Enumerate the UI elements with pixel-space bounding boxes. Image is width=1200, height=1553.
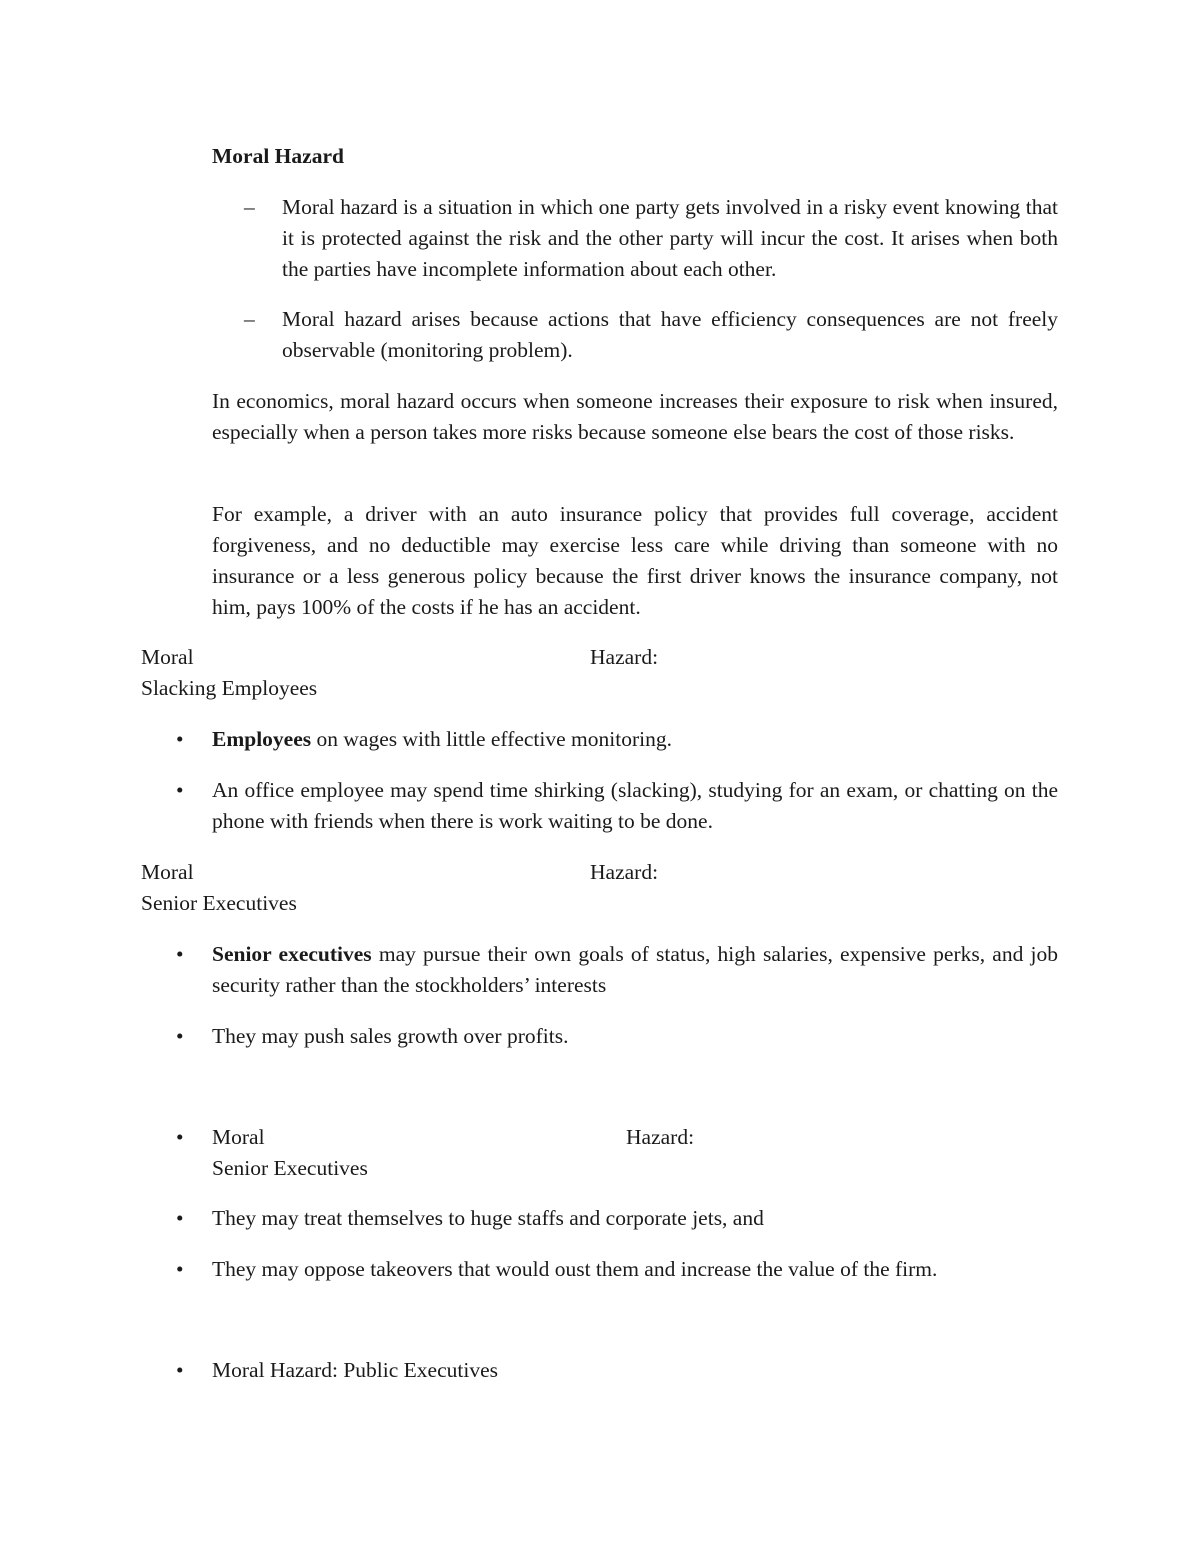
bullet-text: [212, 724, 1058, 755]
bold-term: Employees: [212, 727, 312, 751]
bullet-text: [212, 775, 1058, 837]
document-title: Moral Hazard: [212, 144, 344, 168]
bullet-marker: •: [176, 942, 184, 966]
bullet-body: may pursue their own goals of status, high salaries, expensive perks, and job security rather than the stockholders’ interests: [212, 942, 1058, 997]
bullet-marker: •: [176, 1358, 184, 1382]
bullet-marker: •: [176, 1125, 184, 1149]
paragraph: In economics, moral hazard occurs when someone increases their exposure to risk when insured, especially when a person takes more risks because someone else bears the cost of those risks.: [212, 389, 1058, 444]
section-subtitle: Senior Executives: [141, 891, 297, 915]
bullet-marker: •: [176, 727, 184, 751]
dash-list-item: [212, 192, 1058, 285]
bullet-text: Moral Hazard: Public Executives: [212, 1358, 498, 1382]
paragraph: For example, a driver with an auto insurance policy that provides full coverage, accident forgiveness, and no deductible may exercise less care while driving than someone with no insurance or a less generous policy because the first driver knows the insurance company, not him, pays 100% of the costs if he has an accident.: [212, 502, 1058, 619]
bullet-text: They may treat themselves to huge staffs and corporate jets, and: [212, 1206, 764, 1230]
bullet-marker: •: [176, 778, 184, 802]
dash-item-text: Moral hazard is a situation in which one party gets involved in a risky event knowing that it is protected against the risk and the other party will incur the cost. It arises when both the parties have incomplete information about each other.: [282, 195, 1058, 281]
section-heading-word: Hazard:: [626, 1125, 695, 1149]
dash-marker: –: [244, 195, 255, 219]
dash-list-item: [212, 304, 1058, 366]
section-heading-word: Moral: [212, 1125, 265, 1149]
bullet-text: They may oppose takeovers that would oust them and increase the value of the firm.: [212, 1257, 938, 1281]
bullet-body: They may push sales growth over profits.: [212, 1024, 569, 1048]
bullet-text: [212, 939, 1058, 1001]
section-heading-word: Hazard:: [590, 645, 659, 669]
bullet-marker: •: [176, 1024, 184, 1048]
section-heading-word: Moral: [141, 645, 194, 669]
section-subtitle: Slacking Employees: [141, 676, 318, 700]
dash-marker: –: [244, 307, 255, 331]
bullet-list-item: [140, 1122, 1058, 1184]
bullet-body: on wages with little effective monitoring.: [311, 727, 672, 751]
section-heading-word: Hazard:: [590, 860, 659, 884]
bullet-body: An office employee may spend time shirking (slacking), studying for an exam, or chatting on the phone with friends when there is work waiting to be done.: [212, 778, 1058, 833]
bullet-marker: •: [176, 1257, 184, 1281]
section-heading-word: Moral: [141, 860, 194, 884]
bold-term: Senior executives: [212, 942, 372, 966]
dash-item-text: Moral hazard arises because actions that have efficiency consequences are not freely observable (monitoring problem).: [282, 307, 1058, 362]
bullet-marker: •: [176, 1206, 184, 1230]
section-subtitle: Senior Executives: [212, 1156, 368, 1180]
bullet-text: [212, 1021, 1058, 1052]
